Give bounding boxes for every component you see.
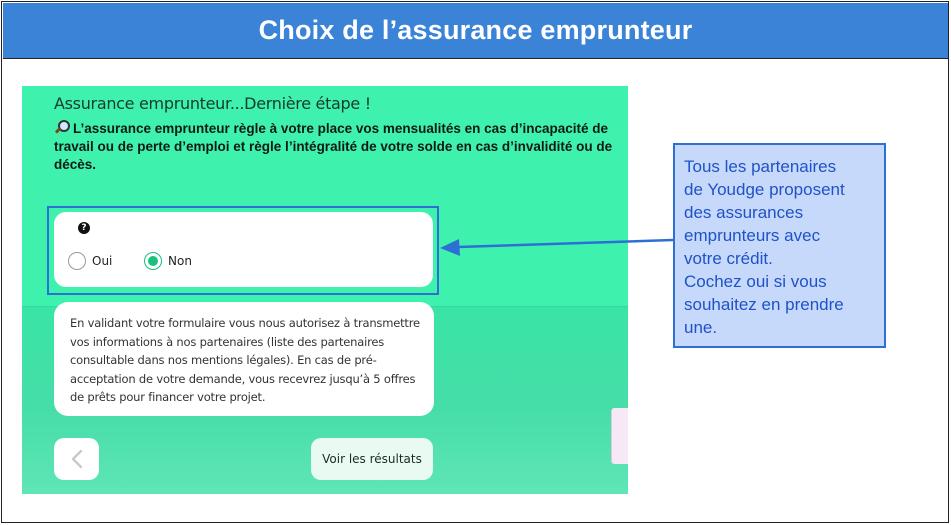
radio-label-oui: Oui [92,254,113,268]
callout-line: de Youdge proposent [684,180,845,199]
callout-line: une. [684,318,718,337]
callout-line: souhaitez en prendre [684,295,844,314]
consent-card [54,302,434,416]
form-screenshot [22,86,628,494]
banner-title: Choix de l’assurance emprunteur [258,15,693,45]
callout-text [684,155,876,339]
callout-line: emprunteurs avec [684,226,821,245]
intro-text [54,120,620,174]
decorative-cube [612,408,628,464]
callout-line: Tous les partenaires [684,157,837,176]
callout-line: des assurances [684,203,804,222]
results-button[interactable]: Voir les résultats [311,438,433,480]
highlight-box [47,206,439,295]
help-icon[interactable]: ? [78,222,90,234]
step-title: Assurance emprunteur...Dernière étape ! [54,94,371,113]
radio-label-non: Non [168,254,192,268]
intro-text-body: L’assurance emprunteur règle à votre place vos mensualités en cas d’incapacité de travail ou de perte d’emploi et règle l’intégralité de votre solde en cas d’invalidité ou de décès. [54,121,613,172]
title-banner [3,3,948,59]
annotation-callout [673,143,886,348]
back-button[interactable] [54,438,99,480]
callout-line: Cochez oui si vous [684,272,827,291]
chevron-left-icon [70,448,84,470]
consent-text: En validant votre formulaire vous nous autorisez à transmettre vos informations à nos partenaires (liste des partenaires consultable dans nos mentions légales). En cas de pré-acceptation de votre demande, vous recevrez jusqu’à 5 offres de prêts pour financer votre projet. [70,316,420,405]
callout-line: votre crédit. [684,249,773,268]
magnifier-icon [54,120,69,135]
